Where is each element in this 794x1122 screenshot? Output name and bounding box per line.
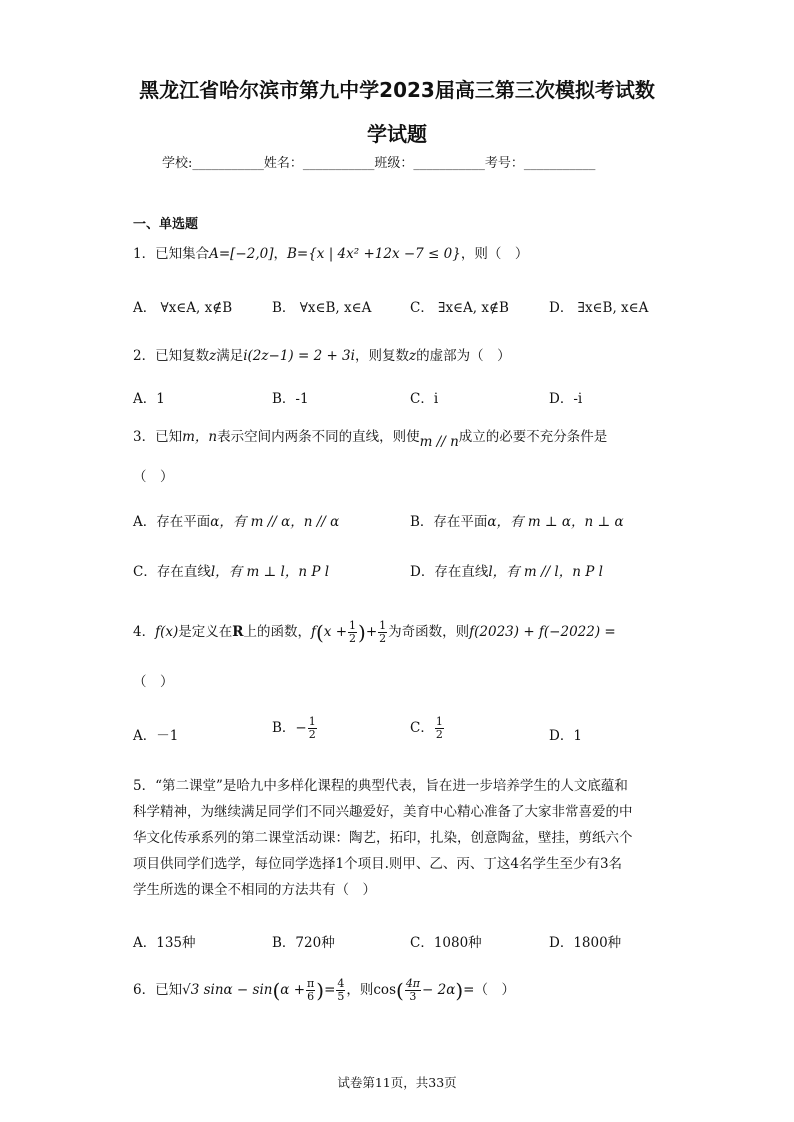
page-footer: 试卷第11页，共33页: [337, 1075, 457, 1090]
q2-z: z: [209, 348, 217, 364]
q2-option-d: D．-i: [549, 391, 583, 407]
q3-stem-a: 3．已知: [133, 429, 183, 445]
q3-option-a: [133, 510, 339, 530]
question-4-stem: 4．f(x)是定义在R上的函数，f(x + $\frac{1}{2}$ )+ $\frac{1}{2}$ 为奇函数，则f(2023) + f(−2022) =: [133, 619, 616, 645]
q2-stem-d: 的虚部为（ ）: [416, 348, 511, 364]
q3-opt-b-text: B．存在平面: [410, 514, 488, 530]
q1-option-a: A． ∀x∈A, x∉B: [133, 300, 233, 316]
q1-option-d: D． ∃x∈B, x∈A: [549, 300, 649, 316]
q1-option-c: C． ∃x∈A, x∉B: [410, 300, 509, 316]
q2-option-a: A．1: [133, 391, 165, 407]
q5-option-a: A．135种: [133, 935, 196, 951]
q6-cos: cos: [373, 982, 396, 998]
q5-line: 项目供同学们选学，每位同学选择1个项目.则甲、乙、丙、丁这4名学生至少有3名: [133, 856, 623, 872]
q1-stem-b: ，则（ ）: [460, 246, 529, 262]
q6-pi-over-6: $\frac{\pi}{6}$: [307, 977, 315, 1003]
q4-plus: +: [365, 624, 378, 640]
q4-stem-c: 为奇函数，则: [388, 624, 470, 640]
q4-option-b: [272, 716, 318, 741]
section-heading: 一、单选题: [133, 217, 199, 232]
q3-option-d: [410, 560, 603, 580]
q4-expression: f(2023) + f(−2022) =: [469, 624, 616, 640]
q3-option-c: [133, 560, 329, 580]
q1-set-a: A=[−2,0]: [209, 246, 274, 262]
q4-paren: （ ）: [133, 674, 174, 690]
q4-opt-b-label: B．: [272, 720, 296, 736]
q4-stem-a: 是定义在: [178, 624, 233, 640]
q4-option-d: D．1: [549, 728, 582, 744]
q3-mn: m，n: [182, 429, 218, 445]
q4-half-fraction: $\frac{1}{2}$: [349, 619, 357, 645]
q4-half-fraction-2: $\frac{1}{2}$: [379, 619, 387, 645]
q5-line: 5．“第二课堂”是哈九中多样化课程的典型代表，旨在进一步培养学生的人文底蕴和: [133, 778, 628, 794]
question-5-stem: [133, 773, 633, 903]
q2-stem-a: 2．已知复数: [133, 348, 210, 364]
q2-option-c: C．i: [410, 391, 439, 407]
q3-opt-d-text: D．存在直线: [410, 564, 489, 580]
q5-line: 学生所选的课全不相同的方法共有（ ）: [133, 882, 376, 898]
student-info-line: 学校:___________姓名：___________班级：___________考号：___________: [162, 156, 596, 171]
q4-stem-b: 上的函数，: [243, 624, 311, 640]
q6-stem-c: =（ ）: [463, 982, 515, 998]
q2-stem-b: 满足: [216, 348, 244, 364]
q4-opt-c-label: C．: [410, 720, 434, 736]
q6-expr-a: √3 sinα − sin: [182, 982, 273, 998]
q4-fx: f(x): [155, 624, 179, 640]
q1-option-b: B． ∀x∈B, x∈A: [272, 300, 372, 316]
q3-stem-b: 表示空间内两条不同的直线，则使: [217, 429, 420, 445]
document-title-line2: 学试题: [367, 122, 427, 146]
q1-set-b: B={x | 4x² +12x −7 ≤ 0}: [286, 246, 461, 262]
q4-reals: R: [232, 624, 244, 640]
q6-four-fifths: $\frac{4}{5}$: [337, 977, 345, 1003]
q1-stem-a: 1．已知集合: [133, 246, 210, 262]
q6-eq: =: [324, 982, 336, 998]
q3-opt-c-text: C．存在直线: [133, 564, 211, 580]
q6-alpha-plus: α +: [280, 982, 306, 998]
q4-x-plus: x +: [323, 624, 348, 640]
q2-stem-c: ，则复数: [354, 348, 409, 364]
question-3-stem: [133, 427, 608, 450]
q4-opt-b-fraction: $\frac{1}{2}$: [308, 715, 316, 741]
q4-num: 4．: [133, 624, 156, 640]
q4-option-a: A．－1: [133, 728, 179, 744]
q6-4pi-over-3: $\frac{4\pi}{3}$: [405, 977, 421, 1003]
q5-option-b: B．720种: [272, 935, 335, 951]
q3-stem-c: 成立的必要不充分条件是: [458, 429, 608, 445]
question-2-stem: [133, 346, 511, 366]
q3-opt-d-math: l，有 m // l，n P l: [488, 564, 603, 580]
document-title-line1: 黑龙江省哈尔滨市第九中学2023届高三第三次模拟考试数: [139, 78, 655, 102]
q4-option-c: [410, 716, 445, 741]
q6-stem-a: 6．已知: [133, 982, 183, 998]
q2-equation: i(2z−1) = 2 + 3i: [243, 348, 355, 364]
q3-paren: （ ）: [133, 469, 174, 485]
q4-f-open: f: [310, 624, 316, 640]
q3-condition: m // n: [419, 434, 459, 450]
q1-sep: ，: [273, 246, 287, 262]
q5-option-c: C．1080种: [410, 935, 482, 951]
q6-stem-b: ，则: [346, 982, 374, 998]
q3-opt-a-math: α，有 m // α，n // α: [210, 514, 340, 530]
question-6-stem: 6．已知√3 sinα − sin(α + $\frac{\pi}{6}$ )= $\frac{4}{5}$ ，则cos( $\frac{4\pi}{3}$ − 2α)=（ ）: [133, 977, 515, 1003]
q3-opt-b-math: α，有 m ⊥ α，n ⊥ α: [487, 514, 624, 530]
q2-z-2: z: [408, 348, 417, 364]
q2-option-b: B．-1: [272, 391, 309, 407]
q3-opt-c-math: l，有 m ⊥ l，n P l: [210, 564, 330, 580]
q3-opt-a-text: A．存在平面: [133, 514, 211, 530]
q4-opt-c-fraction: $\frac{1}{2}$: [435, 715, 443, 741]
q4-opt-b-sign: −: [295, 720, 307, 736]
question-1-stem: [133, 244, 528, 264]
q5-option-d: D．1800种: [549, 935, 622, 951]
q6-minus-2a: − 2α: [422, 982, 456, 998]
q5-line: 华文化传承系列的第二课堂活动课：陶艺，拓印，扎染，创意陶盆，壁挂，剪纸六个: [133, 830, 633, 846]
q5-line: 科学精神，为继续满足同学们不同兴趣爱好，美育中心精心准备了大家非常喜爱的中: [133, 804, 633, 820]
q3-option-b: [410, 510, 624, 530]
